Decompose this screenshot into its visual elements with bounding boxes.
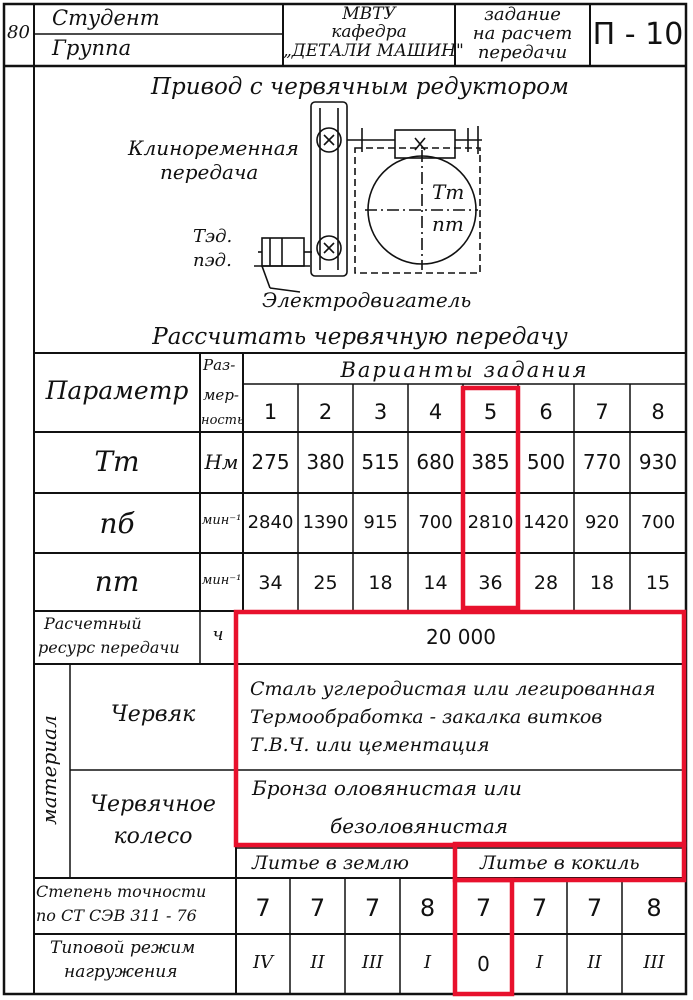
variant-number: 5 [483,400,498,424]
casting-sand-label: Литье в землю [252,852,410,874]
table-cell: 515 [361,450,400,474]
variant-number: 4 [428,400,443,424]
table-cell: I [535,952,544,973]
variant-number: 3 [373,400,388,424]
output-torque-label: Тт [432,180,465,204]
row-param: nт [94,565,140,598]
variant-number: 2 [318,400,333,424]
table-cell: 14 [423,572,448,594]
table-cell: 930 [638,450,678,474]
motor-speed-label: nэд. [193,250,232,271]
table-cell: 500 [526,450,566,474]
task-line3: передачи [477,42,568,63]
table-cell: IV [252,952,274,973]
row-param: Тт [94,445,140,478]
row-unit: мин⁻¹ [201,573,242,588]
table-cell: 700 [418,512,453,533]
table-cell: 1390 [302,512,349,533]
calc-title: Рассчитать червячную передачу [152,324,568,350]
table-cell: 28 [533,572,559,594]
variants-header: Варианты задания [340,358,589,382]
row-param: nб [99,507,135,540]
table-cell: I [423,952,432,973]
table-cell: 15 [645,572,671,594]
row-unit: мин⁻¹ [201,513,242,528]
table-cell: 770 [582,450,622,474]
sheet-number: 80 [7,22,30,43]
wheel-label-line2: колесо [113,824,193,849]
table-cell: 0 [477,952,490,976]
accuracy-label-line2: по СТ СЭВ 311 - 76 [36,906,197,925]
table-cell: 34 [258,572,283,594]
task-line1: задание [484,4,561,25]
dim-header-line3: ность [201,413,245,428]
table-cell: II [587,952,602,973]
worm-text-line1: Сталь углеродистая или легированная [250,678,656,700]
table-cell: III [361,952,384,973]
motor-label: Электродвигатель [262,288,472,312]
param-header: Параметр [45,376,189,405]
wheel-label-line1: Червячное [90,792,216,817]
table-cell: 700 [640,512,676,533]
table-cell: 7 [309,894,326,922]
dim-header-line2: мер- [203,386,239,404]
table-cell: 275 [251,450,290,474]
output-speed-label: nт [432,212,464,236]
table-cell: 920 [584,512,620,533]
drawing-title: Привод с червячным редуктором [150,74,570,100]
belt-label-line2: передача [160,160,259,184]
load-label-line2: нагружения [64,962,178,982]
belt-label-line1: Клиноременная [128,136,299,160]
table-cell: 2810 [467,512,514,533]
table-cell: 18 [368,572,393,594]
casting-chill-label: Литье в кокиль [480,852,640,874]
accuracy-label-line1: Степень точности [36,882,207,901]
motor-torque-label: Тэд. [193,226,233,247]
load-label-line1: Типовой режим [50,938,196,958]
table-cell: 915 [363,512,398,533]
table-cell: 36 [478,572,503,594]
wheel-text-line1: Бронза оловянистая или [252,776,522,800]
worm-label: Червяк [110,702,196,727]
table-cell: II [310,952,325,973]
table-cell: 1420 [523,512,569,533]
table-cell: 25 [313,572,338,594]
table-cell: 8 [419,894,436,922]
row-unit: Нм [204,450,239,474]
variant-number: 7 [595,400,609,424]
org-line3: „ДЕТАЛИ МАШИН" [283,41,464,61]
variant-number: 8 [651,400,665,424]
table-cell: 7 [364,894,381,922]
org-line1: МВТУ [342,4,396,24]
student-label: Студент [52,6,160,30]
table-cell: 7 [531,894,548,922]
dim-header-line1: Раз- [203,356,236,374]
table-cell: 8 [646,894,662,922]
table-cell: 385 [471,450,510,474]
variant-number: 6 [539,400,553,424]
resource-value: 20 000 [426,625,496,649]
task-code: П - 10 [592,17,684,52]
resource-label-line2: ресурс передачи [38,638,180,657]
table-cell: 7 [475,894,492,922]
table-cell: 7 [586,894,603,922]
table-cell: 680 [416,450,455,474]
material-vertical-label: материал [37,715,61,825]
worm-text-line2: Термообработка - закалка витков [250,706,603,728]
group-label: Группа [52,36,132,60]
worm-text-line3: Т.В.Ч. или цементация [250,734,490,756]
table-cell: 2840 [247,512,294,533]
org-line2: кафедра [331,22,407,42]
table-cell: 7 [255,894,271,922]
table-cell: III [643,952,665,973]
task-line2: на расчет [472,23,573,44]
variant-number: 1 [263,400,278,424]
resource-unit: ч [212,624,224,645]
table-cell: 380 [306,450,345,474]
resource-label-line1: Расчетный [44,614,142,633]
table-cell: 18 [589,572,615,594]
wheel-text-line2: безоловянистая [330,814,509,838]
